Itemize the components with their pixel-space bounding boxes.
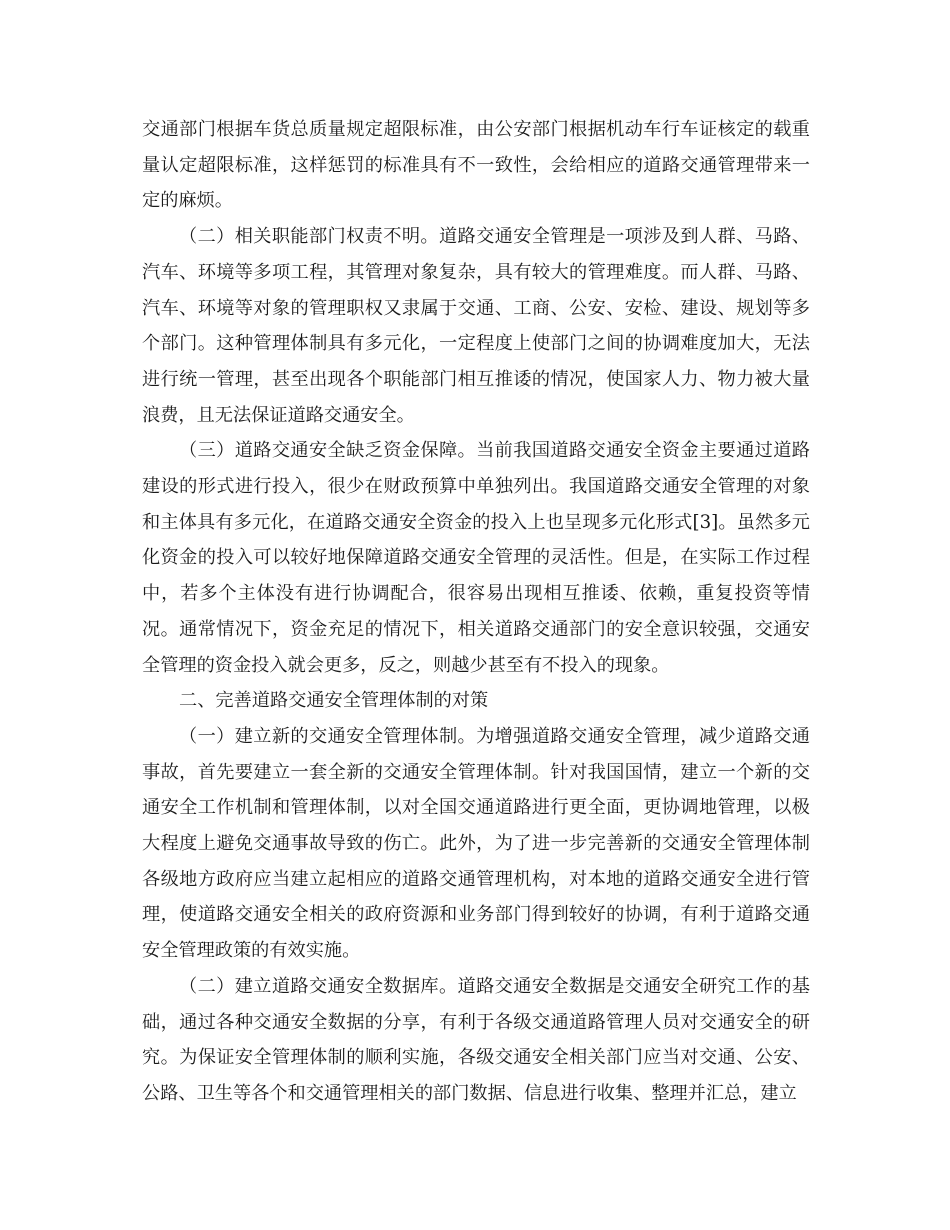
- paragraph-funding-shortage: （三）道路交通安全缺乏资金保障。当前我国道路交通安全资金主要通过道路建设的形式进行投入，很少在财政预算中单独列出。我国道路交通安全管理的对象和主体具有多元化，在道路交通安全资金的投入上也呈现多元化形式[3]。虽然多元化资金的投入可以较好地保障道路交通安全管理的灵活性。但是，在实际工作过程中，若多个主体没有进行协调配合，很容易出现相互推诿、依赖，重复投资等情况。通常情况下，资金充足的情况下，相关道路交通部门的安全意识较强，交通安全管理的资金投入就会更多，反之，则越少甚至有不投入的现象。: [142, 440, 810, 676]
- paragraph-intro-continuation: 交通部门根据车货总质量规定超限标准，由公安部门根据机动车行车证核定的载重量认定超限标准，这样惩罚的标准具有不一致性，会给相应的道路交通管理带来一定的麻烦。: [142, 119, 810, 212]
- document-body: [142, 112, 810, 1112]
- paragraph-new-management-system: （一）建立新的交通安全管理体制。为增强道路交通安全管理，减少道路交通事故，首先要建立一套全新的交通安全管理体制。针对我国国情，建立一个新的交通安全工作机制和管理体制，以对全国交通道路进行更全面，更协调地管理，以极大程度上避免交通事故导致的伤亡。此外，为了进一步完善新的交通安全管理体制各级地方政府应当建立起相应的道路交通管理机构，对本地的道路交通安全进行管理，使道路交通安全相关的政府资源和业务部门得到较好的协调，有利于道路交通安全管理政策的有效实施。: [142, 725, 810, 962]
- section-heading-countermeasures: 二、完善道路交通安全管理体制的对策: [179, 690, 489, 712]
- paragraph-unclear-responsibilities: （二）相关职能部门权责不明。道路交通安全管理是一项涉及到人群、马路、汽车、环境等多项工程，其管理对象复杂，具有较大的管理难度。而人群、马路、汽车、环境等对象的管理职权又隶属于交通、工商、公安、安检、建设、规划等多个部门。这种管理体制具有多元化，一定程度上使部门之间的协调难度加大，无法进行统一管理，甚至出现各个职能部门相互推诿的情况，使国家人力、物力被大量浪费，且无法保证道路交通安全。: [142, 226, 810, 426]
- paragraph-safety-database: （二）建立道路交通安全数据库。道路交通安全数据是交通安全研究工作的基础，通过各种交通安全数据的分享，有利于各级交通道路管理人员对交通安全的研究。为保证安全管理体制的顺利实施，各级交通安全相关部门应当对交通、公安、公路、卫生等各个和交通管理相关的部门数据、信息进行收集、整理并汇总，建立: [142, 975, 810, 1104]
